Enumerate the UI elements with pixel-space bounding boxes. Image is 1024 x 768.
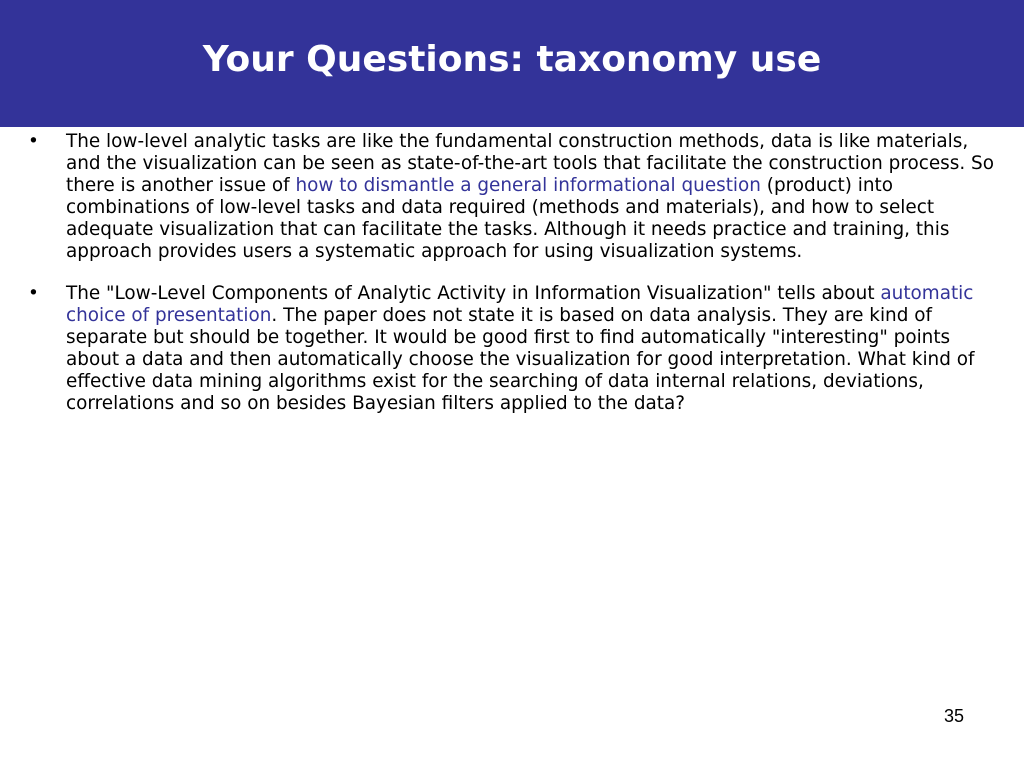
bullet-marker: •: [28, 283, 39, 304]
bullet-item: [28, 131, 994, 263]
page-number: 35: [943, 706, 964, 726]
highlighted-phrase: automatic choice of presentation: [66, 283, 974, 326]
slide-title: Your Questions: taxonomy use: [202, 39, 822, 80]
bullet-text: The low-level analytic tasks are like the fundamental construction methods, data is like materials, and the visualization can be seen as state-of-the-art tools that facilitate the construction process. So there is another issue of: [66, 131, 994, 196]
bullet-item: [28, 283, 994, 415]
bullet-marker: •: [28, 131, 39, 152]
bullet-text: (product) into combinations of low-level tasks and data required (methods and materials), and how to select adequate visualization that can facilitate the tasks. Although it needs practice and training, this approach provides users a systematic approach for using visualization systems.: [66, 175, 950, 262]
bullet-list: [28, 131, 994, 435]
highlighted-phrase: how to dismantle a general informational question: [295, 175, 761, 196]
bullet-text: The "Low-Level Components of Analytic Activity in Information Visualization" tells about: [66, 283, 881, 304]
bullet-text: . The paper does not state it is based on data analysis. They are kind of separate but should be together. It would be good first to find automatically "interesting" points about a data and then automatically choose the visualization for good interpretation. What kind of effective data mining algorithms exist for the searching of data internal relations, deviations, correlations and so on besides Bayesian filters applied to the data?: [66, 305, 975, 414]
title-bar: [0, 0, 1024, 127]
